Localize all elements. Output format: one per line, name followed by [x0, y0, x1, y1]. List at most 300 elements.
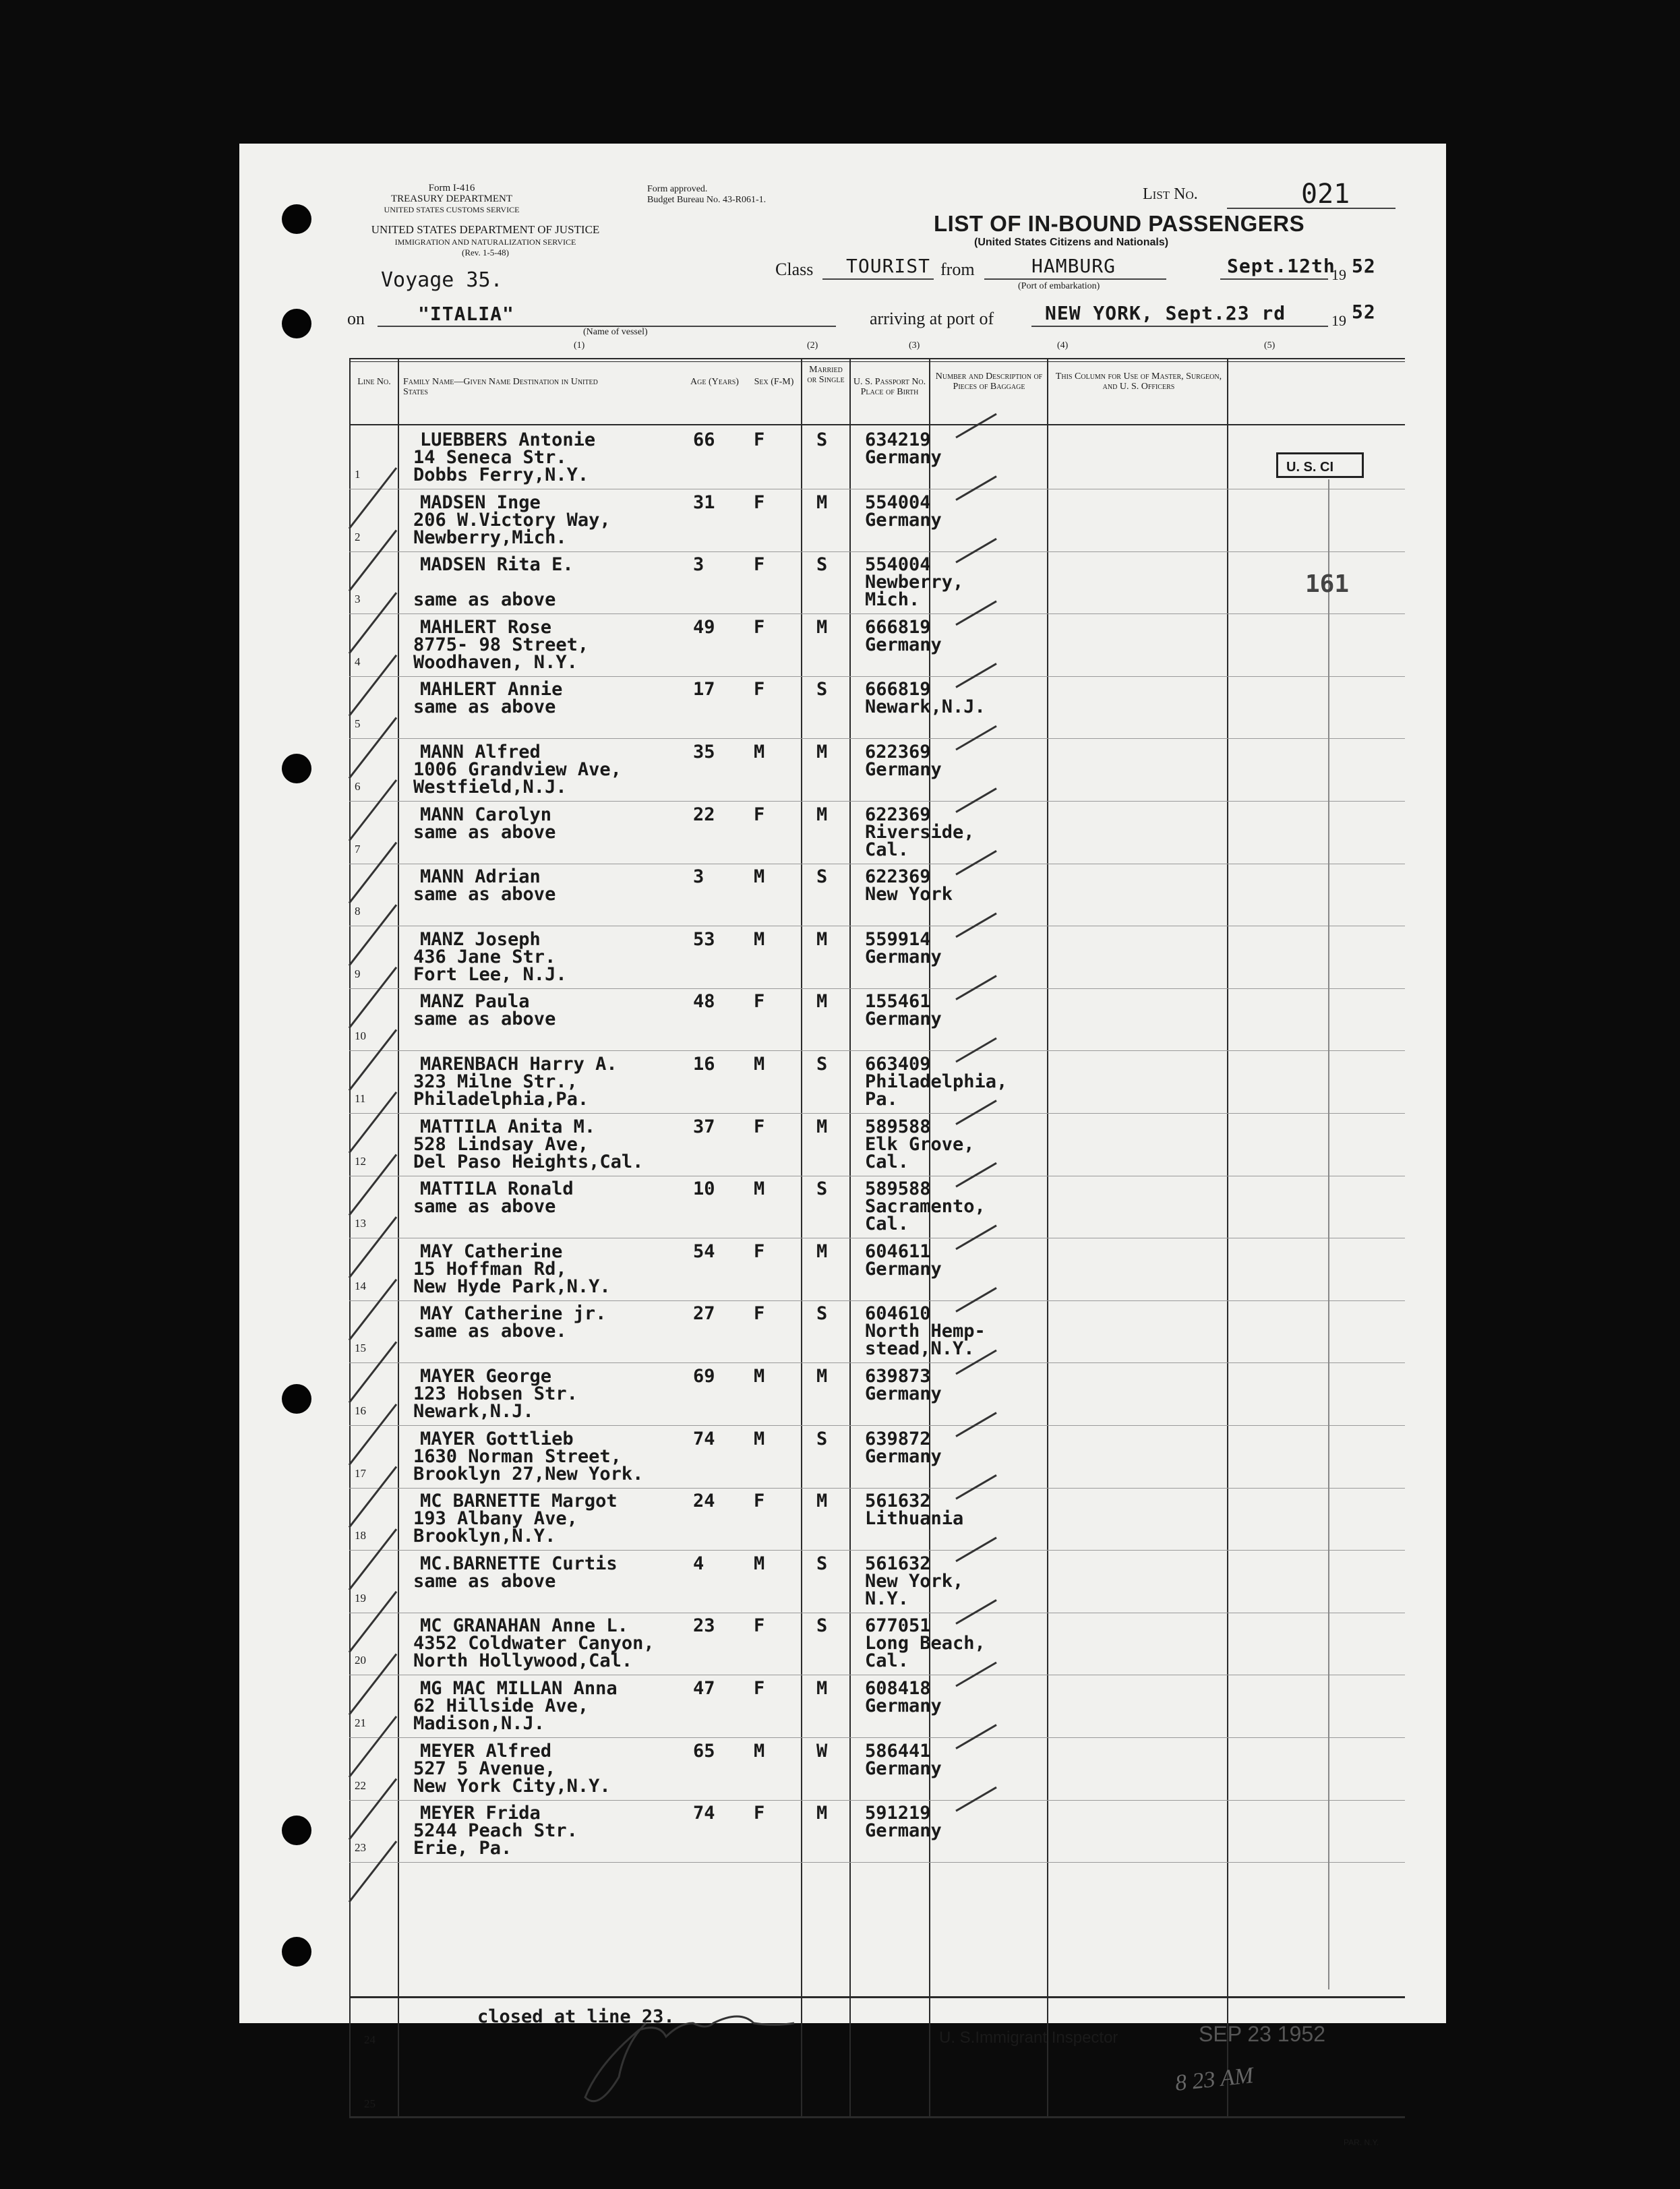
vessel-name: "ITALIA"	[418, 303, 514, 325]
address-line: 528 Lindsay Ave,	[413, 1133, 589, 1155]
line-check-mark	[349, 1592, 396, 1652]
passport-number: 622369	[865, 866, 931, 888]
line-number: 12	[355, 1154, 366, 1168]
sex-cell: F	[754, 1491, 765, 1512]
name-line: MANN Alfred	[420, 742, 541, 762]
departure-year: 52	[1352, 255, 1376, 277]
birthplace-line2: Cal.	[865, 1151, 909, 1172]
age-cell: 69	[693, 1366, 715, 1387]
city-line: Newark,N.J.	[413, 1401, 534, 1422]
line-check-mark	[349, 1779, 396, 1840]
line-number: 15	[355, 1342, 366, 1355]
passport-number: 639873	[865, 1366, 931, 1387]
name-line: MADSEN Rita E.	[420, 554, 574, 576]
name-line: MARENBACH Harry A.	[420, 1054, 618, 1075]
address-line: 193 Albany Ave,	[413, 1508, 578, 1530]
sex-cell: M	[754, 866, 765, 888]
marital-cell: S	[816, 554, 828, 576]
line-check-mark	[349, 1280, 396, 1340]
name-line: MAY Catherine	[420, 1240, 563, 1262]
marital-cell: M	[816, 1678, 828, 1699]
address-line: same as above	[413, 1570, 556, 1592]
line-number: 25	[364, 2097, 376, 2110]
passport-number: 666819	[865, 679, 931, 700]
age-cell: 48	[693, 991, 715, 1013]
binder-hole	[282, 1384, 311, 1414]
document-title: LIST OF IN-BOUND PASSENGERS	[934, 211, 1305, 236]
name-line: MAHLERT Annie	[420, 679, 563, 700]
check-mark	[956, 663, 996, 687]
birthplace-line: Germany	[865, 1009, 942, 1030]
birthplace-line: New York	[865, 884, 953, 905]
age-cell: 16	[693, 1054, 715, 1075]
check-mark	[956, 1475, 996, 1499]
marital-cell: S	[816, 1615, 828, 1637]
marital-cell: M	[816, 991, 828, 1013]
line-number: 10	[355, 1029, 366, 1043]
line-number: 22	[355, 1778, 366, 1792]
address-line: 323 Milne Str.,	[413, 1071, 578, 1092]
name-line: MC.BARNETTE Curtis	[420, 1553, 618, 1574]
check-mark	[956, 414, 996, 438]
birthplace-line: Lithuania	[865, 1508, 964, 1530]
line-check-mark	[349, 593, 396, 653]
check-mark	[956, 851, 996, 874]
city-line: Fort Lee, N.J.	[413, 963, 567, 985]
birthplace-line2: Mich.	[865, 589, 920, 611]
line-check-mark	[349, 905, 396, 965]
age-cell: 4	[693, 1553, 704, 1574]
check-mark	[956, 1226, 996, 1249]
age-cell: 37	[693, 1116, 715, 1137]
age-cell: 74	[693, 1803, 715, 1824]
us-citizen-stamp: U. S. CI	[1276, 452, 1364, 478]
line-check-mark	[349, 468, 396, 529]
age-cell: 65	[693, 1740, 715, 1762]
birthplace-line: Newberry,	[865, 572, 964, 593]
birthplace-line: Germany	[865, 447, 942, 468]
line-check-mark	[349, 531, 396, 591]
sex-cell: F	[754, 991, 765, 1013]
line-number: 1	[355, 468, 361, 481]
sex-cell: M	[754, 742, 765, 762]
check-mark	[956, 1288, 996, 1311]
age-cell: 49	[693, 616, 715, 638]
line-check-mark	[349, 1404, 396, 1465]
address-line: same as above.	[413, 1321, 567, 1342]
birthplace-line2: Cal.	[865, 1650, 909, 1672]
form-approved: Form approved.	[647, 184, 708, 194]
birthplace-line: New York,	[865, 1570, 964, 1592]
passport-number: 589588	[865, 1116, 931, 1137]
binder-hole	[282, 1937, 311, 1967]
address-line: 4352 Coldwater Canyon,	[413, 1633, 655, 1654]
age-cell: 53	[693, 928, 715, 950]
sex-cell: F	[754, 1615, 765, 1637]
name-line: MANN Adrian	[420, 866, 541, 888]
marital-cell: S	[816, 1054, 828, 1075]
age-cell: 74	[693, 1428, 715, 1449]
budget-bureau: Budget Bureau No. 43-R061-1.	[647, 195, 767, 205]
age-cell: 3	[693, 554, 704, 576]
check-mark	[956, 1538, 996, 1561]
revision-date: (Rev. 1-5-48)	[462, 247, 509, 258]
name-line: LUEBBERS Antonie	[420, 429, 596, 450]
line-number: 17	[355, 1466, 366, 1480]
col-num-2: (2)	[807, 340, 818, 351]
age-cell: 24	[693, 1491, 715, 1512]
binder-hole	[282, 309, 311, 338]
passport-number: 608418	[865, 1678, 931, 1699]
check-mark	[956, 1101, 996, 1125]
address-line: 14 Seneca Str.	[413, 447, 567, 468]
birthplace-line: Newark,N.J.	[865, 696, 986, 718]
sex-cell: M	[754, 1054, 765, 1075]
check-mark	[956, 1163, 996, 1187]
sex-cell: F	[754, 1803, 765, 1824]
birthplace-line: Germany	[865, 634, 942, 655]
check-mark	[956, 601, 996, 625]
handwritten-marks	[349, 358, 1405, 2118]
ins-heading: IMMIGRATION AND NATURALIZATION SERVICE	[394, 237, 576, 247]
address-line: same as above	[413, 1009, 556, 1030]
city-line: North Hollywood,Cal.	[413, 1650, 633, 1672]
line-number: 21	[355, 1716, 366, 1729]
city-line: Newberry,Mich.	[413, 527, 567, 548]
birthplace-line2: stead,N.Y.	[865, 1338, 975, 1360]
line-number: 4	[355, 655, 361, 668]
age-cell: 27	[693, 1303, 715, 1325]
age-cell: 22	[693, 804, 715, 825]
sex-cell: F	[754, 1678, 765, 1699]
justice-heading: UNITED STATES DEPARTMENT OF JUSTICE	[371, 223, 600, 236]
line-check-mark	[349, 1841, 396, 1902]
from-label: from	[940, 260, 975, 279]
arrival-port-date: NEW YORK, Sept.23 rd	[1045, 302, 1286, 324]
arriving-label: arriving at port of	[870, 309, 994, 328]
passport-number: 155461	[865, 991, 931, 1013]
form-number: Form I-416	[428, 183, 475, 193]
address-line: 436 Jane Str.	[413, 946, 556, 967]
line-check-mark	[349, 843, 396, 903]
birthplace-line2: N.Y.	[865, 1588, 909, 1609]
annotation-161: 161	[1305, 570, 1350, 598]
check-mark	[956, 789, 996, 812]
birthplace-line2: Pa.	[865, 1089, 898, 1110]
address-line: 62 Hillside Ave,	[413, 1696, 589, 1716]
sex-cell: F	[754, 1240, 765, 1262]
line-number: 16	[355, 1404, 366, 1417]
check-mark	[956, 1038, 996, 1062]
line-check-mark	[349, 1529, 396, 1590]
sex-cell: F	[754, 1303, 765, 1325]
year-prefix: 19	[1331, 312, 1346, 329]
check-mark	[956, 477, 996, 500]
binder-hole	[282, 754, 311, 783]
passport-number: 604610	[865, 1303, 931, 1325]
sex-cell: M	[754, 1178, 765, 1200]
birthplace-line: Germany	[865, 1758, 942, 1779]
line-number: 5	[355, 717, 361, 731]
col-num-4: (4)	[1057, 340, 1069, 351]
name-line: MANN Carolyn	[420, 804, 552, 825]
city-line: Del Paso Heights,Cal.	[413, 1151, 644, 1172]
address-line: 206 W.Victory Way,	[413, 509, 611, 531]
list-no-label: List No.	[1143, 185, 1198, 203]
check-mark	[956, 913, 996, 937]
birthplace-line: Long Beach,	[865, 1633, 986, 1654]
name-line: MAY Catherine jr.	[420, 1303, 607, 1325]
marital-cell: S	[816, 1553, 828, 1574]
line-check-mark	[349, 780, 396, 841]
list-number: 021	[1301, 179, 1350, 210]
marital-cell: S	[816, 866, 828, 888]
name-line: MATTILA Anita M.	[420, 1116, 596, 1137]
printer-mark: PAR. N.Y.	[1344, 2138, 1379, 2147]
marital-cell: S	[816, 1303, 828, 1325]
passport-number: 677051	[865, 1615, 931, 1637]
sex-cell: F	[754, 429, 765, 450]
name-line: MADSEN Inge	[420, 491, 541, 513]
col-header-age: Age (Years)	[690, 377, 739, 387]
city-line: Madison,N.J.	[413, 1713, 545, 1734]
check-mark	[956, 1413, 996, 1437]
age-cell: 3	[693, 866, 704, 888]
line-number: 18	[355, 1529, 366, 1542]
line-check-mark	[349, 717, 396, 778]
address-line: 5244 Peach Str.	[413, 1820, 578, 1842]
embarkation-port: HAMBURG	[1031, 255, 1116, 277]
line-number: 7	[355, 842, 361, 856]
vessel-caption: (Name of vessel)	[583, 327, 648, 337]
line-check-mark	[349, 1029, 396, 1090]
voyage-number: Voyage 35.	[381, 268, 503, 292]
city-line: Philadelphia,Pa.	[413, 1089, 589, 1110]
name-line: MATTILA Ronald	[420, 1178, 574, 1200]
birthplace-line: Germany	[865, 1258, 942, 1280]
address-line: 1630 Norman Street,	[413, 1445, 622, 1467]
arrival-year: 52	[1352, 301, 1376, 323]
marital-cell: S	[816, 429, 828, 450]
passport-number: 589588	[865, 1178, 931, 1200]
address-line: 15 Hoffman Rd,	[413, 1258, 567, 1280]
address-line: same as above	[413, 884, 556, 905]
marital-cell: S	[816, 1178, 828, 1200]
col-header-sex: Sex (F-M)	[754, 377, 794, 387]
col-num-1: (1)	[574, 340, 585, 351]
col-num-3: (3)	[909, 340, 920, 351]
birthplace-line: Elk Grove,	[865, 1133, 975, 1155]
passport-number: 663409	[865, 1054, 931, 1075]
stamp-time-handwritten: 8 23 AM	[1174, 2063, 1255, 2096]
birthplace-line: Germany	[865, 1820, 942, 1842]
line-number: 20	[355, 1654, 366, 1667]
class-label: Class	[775, 260, 814, 279]
line-check-mark	[349, 655, 396, 716]
marital-cell: M	[816, 616, 828, 638]
check-mark	[956, 1662, 996, 1686]
year-prefix: 19	[1331, 266, 1346, 283]
inspector-label: U. S.Immigrant Inspector	[939, 2029, 1118, 2047]
document-subtitle: (United States Citizens and Nationals)	[974, 237, 1169, 248]
city-line: Brooklyn 27,New York.	[413, 1463, 644, 1485]
sex-cell: F	[754, 554, 765, 576]
check-mark	[956, 1600, 996, 1623]
name-line: MG MAC MILLAN Anna	[420, 1678, 618, 1699]
class-value: TOURIST	[846, 255, 931, 277]
line-number: 23	[355, 1841, 366, 1855]
age-cell: 17	[693, 679, 715, 700]
passport-number: 586441	[865, 1740, 931, 1762]
col-header-passport: U. S. Passport No. Place of Birth	[853, 377, 926, 397]
birthplace-line2: Cal.	[865, 839, 909, 860]
passport-number: 554004	[865, 554, 931, 576]
address-line: same as above	[413, 821, 556, 843]
city-line: Dobbs Ferry,N.Y.	[413, 464, 589, 485]
passport-number: 604611	[865, 1240, 931, 1262]
birthplace-line: Germany	[865, 1696, 942, 1716]
age-cell: 54	[693, 1240, 715, 1262]
line-check-mark	[349, 967, 396, 1028]
marital-cell: M	[816, 1366, 828, 1387]
city-line: Brooklyn,N.Y.	[413, 1526, 556, 1547]
on-label: on	[347, 309, 365, 328]
birthplace-line: Sacramento,	[865, 1196, 986, 1218]
marital-cell: M	[816, 1803, 828, 1824]
city-line: Woodhaven, N.Y.	[413, 651, 578, 673]
city-line: New York City,N.Y.	[413, 1775, 611, 1797]
col-header-name: Family Name—Given Name Destination in United States	[403, 377, 598, 397]
birthplace-line: North Hemp-	[865, 1321, 986, 1342]
marital-cell: M	[816, 928, 828, 950]
line-number: 13	[355, 1217, 366, 1230]
line-check-mark	[349, 1342, 396, 1402]
name-line: MC GRANAHAN Anne L.	[420, 1615, 628, 1637]
passport-number: 559914	[865, 928, 931, 950]
sex-cell: M	[754, 1428, 765, 1449]
passport-number: 639872	[865, 1428, 931, 1449]
name-line: MAYER Gottlieb	[420, 1428, 574, 1449]
line-check-mark	[349, 1092, 396, 1153]
line-check-mark	[349, 1217, 396, 1278]
check-mark	[956, 1787, 996, 1811]
age-cell: 35	[693, 742, 715, 762]
name-line: MEYER Frida	[420, 1803, 541, 1824]
age-cell: 23	[693, 1615, 715, 1637]
passport-number: 622369	[865, 804, 931, 825]
sex-cell: F	[754, 616, 765, 638]
birthplace-line2: Cal.	[865, 1213, 909, 1235]
sex-cell: M	[754, 928, 765, 950]
sex-cell: F	[754, 1116, 765, 1137]
passport-number: 622369	[865, 742, 931, 762]
city-line: Erie, Pa.	[413, 1838, 512, 1859]
closing-note: closed at line 23.	[477, 2006, 675, 2027]
col-header-baggage: Number and Description of Pieces of Baggage	[935, 371, 1043, 392]
name-line: MC BARNETTE Margot	[420, 1491, 618, 1512]
col-header-line: Line No.	[357, 377, 391, 387]
marital-cell: M	[816, 1491, 828, 1512]
passport-number: 634219	[865, 429, 931, 450]
birthplace-line: Philadelphia,	[865, 1071, 1008, 1092]
line-check-mark	[349, 1654, 396, 1714]
birthplace-line: Germany	[865, 509, 942, 531]
address-line: 527 5 Avenue,	[413, 1758, 556, 1779]
city-line: New Hyde Park,N.Y.	[413, 1276, 611, 1297]
line-number: 11	[355, 1092, 366, 1105]
marital-cell: M	[816, 804, 828, 825]
age-cell: 31	[693, 491, 715, 513]
sex-cell: F	[754, 804, 765, 825]
marital-cell: M	[816, 491, 828, 513]
line-number: 8	[355, 905, 361, 918]
binder-hole	[282, 204, 311, 234]
sex-cell: F	[754, 491, 765, 513]
birthplace-line: Riverside,	[865, 821, 975, 843]
marital-cell: M	[816, 742, 828, 762]
marital-cell: W	[816, 1740, 828, 1762]
city-line: Westfield,N.J.	[413, 777, 567, 798]
address-line: same as above	[413, 696, 556, 718]
age-cell: 47	[693, 1678, 715, 1699]
age-cell: 10	[693, 1178, 715, 1200]
arrival-stamp-date: SEP 23 1952	[1199, 2022, 1326, 2046]
name-line: MANZ Joseph	[420, 928, 541, 950]
address-line: 8775- 98 Street,	[413, 634, 589, 655]
check-mark	[956, 1350, 996, 1374]
binder-hole	[282, 1816, 311, 1845]
check-mark	[956, 539, 996, 562]
passport-number: 561632	[865, 1553, 931, 1574]
passenger-list-page	[239, 144, 1446, 2147]
city-line: same as above	[413, 589, 556, 611]
address-line: 1006 Grandview Ave,	[413, 759, 622, 780]
check-mark	[956, 726, 996, 750]
check-mark	[956, 976, 996, 999]
line-check-mark	[349, 1155, 396, 1216]
line-check-mark	[349, 1716, 396, 1777]
line-number: 6	[355, 780, 361, 793]
sex-cell: M	[754, 1553, 765, 1574]
passport-number: 666819	[865, 616, 931, 638]
passport-number: 561632	[865, 1491, 931, 1512]
marital-cell: S	[816, 679, 828, 700]
line-number: 24	[364, 2033, 376, 2046]
marital-cell: M	[816, 1240, 828, 1262]
line-check-mark	[349, 1467, 396, 1528]
name-line: MAYER George	[420, 1366, 552, 1387]
sex-cell: M	[754, 1740, 765, 1762]
departure-date: Sept.12th	[1227, 255, 1336, 277]
birthplace-line: Germany	[865, 759, 942, 780]
name-line: MANZ Paula	[420, 991, 530, 1013]
check-mark	[956, 1725, 996, 1749]
line-number: 9	[355, 967, 361, 980]
address-line: same as above	[413, 1196, 556, 1218]
birthplace-line: Germany	[865, 946, 942, 967]
line-number: 3	[355, 593, 361, 606]
passport-number: 591219	[865, 1803, 931, 1824]
line-number: 2	[355, 530, 361, 543]
port-embark-caption: (Port of embarkation)	[1018, 281, 1100, 291]
passport-number: 554004	[865, 491, 931, 513]
sex-cell: M	[754, 1366, 765, 1387]
line-number: 19	[355, 1591, 366, 1605]
col-header-married: Married or Single	[807, 365, 845, 385]
age-cell: 66	[693, 429, 715, 450]
marital-cell: S	[816, 1428, 828, 1449]
address-line: 123 Hobsen Str.	[413, 1383, 578, 1404]
